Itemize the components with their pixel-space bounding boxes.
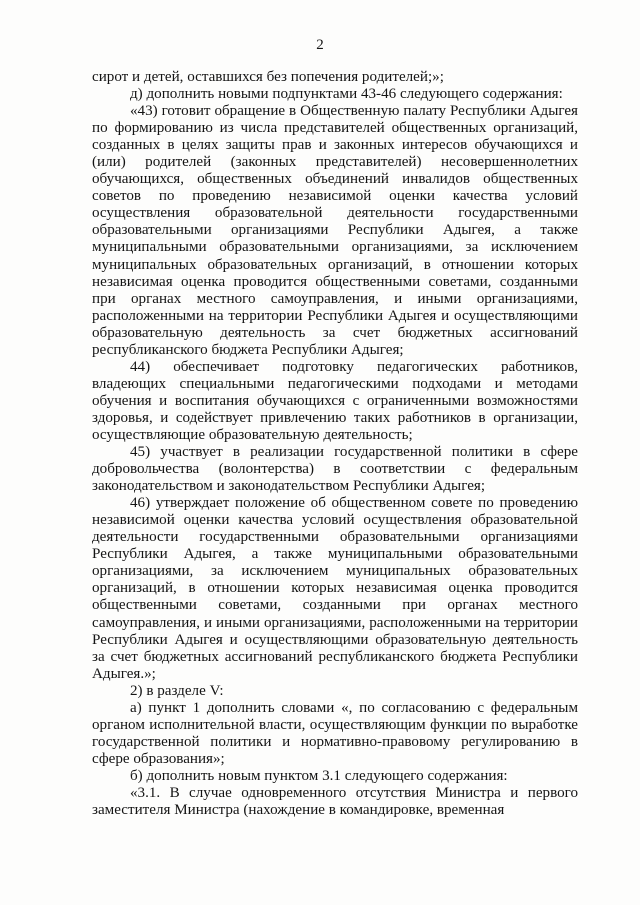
paragraph: «3.1. В случае одновременного отсутствия Министра и первого заместителя Министра (нахождение в командировке, временная: [92, 784, 578, 819]
paragraph: 46) утверждает положение об общественном совете по проведению независимой оценки качества условий осуществления образовательной деятельности государственными образовательными организациями Республики Адыгея, а также муниципальными образовательными организациями, за исключением муниципальных образовательных организаций, в отношении которых независимая оценка проводится общественными советами, созданными при органах местного самоуправления, и иными организациями, расположенными на территории Республики Адыгея и осуществляющими образовательную деятельность за счет бюджетных ассигнований республиканского бюджета Республики Адыгея.»;: [92, 495, 578, 682]
document-body: [92, 69, 578, 819]
paragraph: а) пункт 1 дополнить словами «, по согласованию с федеральным органом исполнительной власти, осуществляющим функции по выработке государственной политики и нормативно-правовому регулированию в сфере образования»;: [92, 699, 578, 767]
paragraph: б) дополнить новым пунктом 3.1 следующего содержания:: [130, 767, 508, 784]
paragraph: 2) в разделе V:: [130, 682, 224, 699]
paragraph: д) дополнить новыми подпунктами 43-46 следующего содержания:: [130, 86, 563, 103]
paragraph: 44) обеспечивает подготовку педагогических работников, владеющих специальными педагогическими подходами и методами обучения и воспитания обучающихся с ограниченными возможностями здоровья, и содействует привлечению таких работников в организации, осуществляющие образовательную деятельность;: [92, 358, 578, 443]
paragraph: «43) готовит обращение в Общественную палату Республики Адыгея по формированию из числа представителей общественных организаций, созданных в целях защиты прав и законных интересов обучающихся и (или) родителей (законных представителей) несовершеннолетних обучающихся, общественных объединений инвалидов общественных советов по проведению независимой оценки качества условий осуществления образовательной деятельности государственными образовательными организациями Республики Адыгея, а также муниципальными образовательными организациями, за исключением муниципальных образовательных организаций, в отношении которых независимая оценка проводится общественными советами, созданными при органах местного самоуправления, и иными организациями, расположенными на территории Республики Адыгея и осуществляющими образовательную деятельность за счет бюджетных ассигнований республиканского бюджета Республики Адыгея;: [92, 103, 578, 358]
paragraph: сирот и детей, оставшихся без попечения родителей;»;: [92, 69, 444, 85]
page-number: 2: [316, 37, 324, 53]
paragraph: 45) участвует в реализации государственной политики в сфере добровольчества (волонтерства) в соответствии с федеральным законодательством и законодательством Республики Адыгея;: [92, 444, 578, 495]
